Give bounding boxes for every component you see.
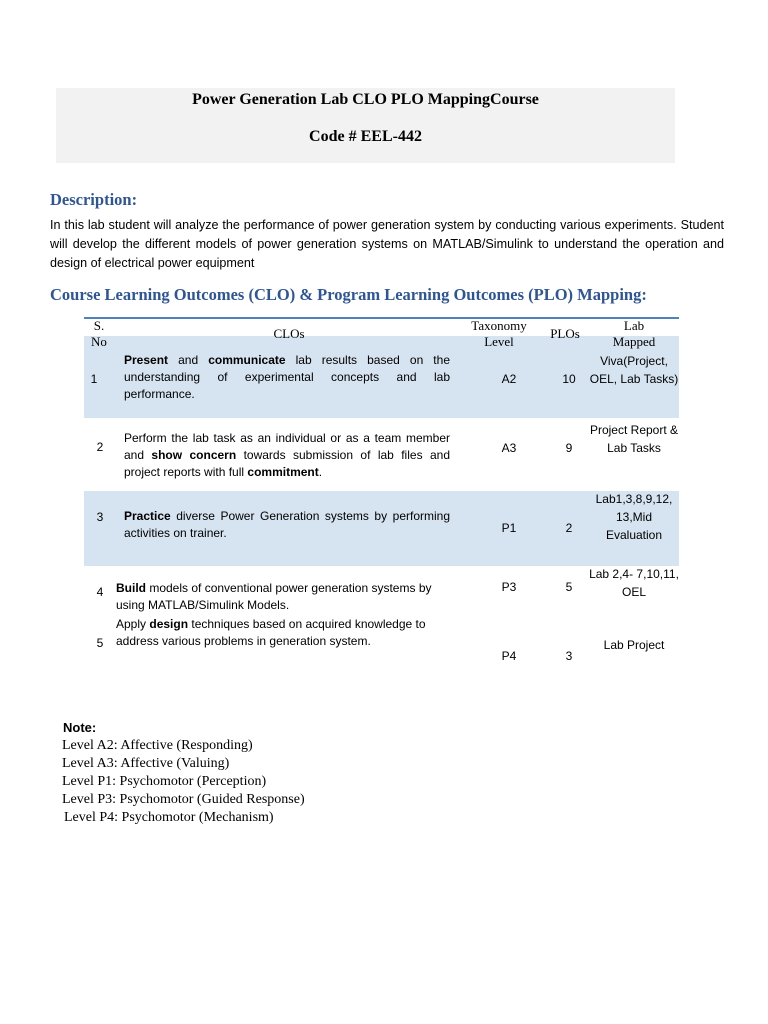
note-level-p3: Level P3: Psychomotor (Guided Response)	[62, 792, 305, 807]
note-level-p1: Level P1: Psychomotor (Perception)	[62, 774, 267, 789]
title-box	[56, 88, 675, 163]
row-3-clo: Practice diverse Power Generation systems by performing activities on trainer.	[124, 509, 450, 540]
row-3-plo: 2	[565, 521, 573, 535]
row-2-clo: Perform the lab task as an individual or as a team member and show concern towards submission of lab files and project reports with full commitment.	[124, 431, 450, 479]
document-title: Power Generation Lab CLO PLO MappingCourse	[192, 91, 539, 108]
row-2-lab: Project Report & Lab Tasks	[589, 423, 679, 455]
row-2-taxonomy: A3	[501, 441, 517, 455]
row-2-plo: 9	[565, 441, 573, 455]
header-plos: PLOs	[550, 326, 580, 341]
row-5-lab: Lab Project	[603, 638, 665, 652]
row-5-plo: 3	[565, 649, 573, 663]
row-1-sno: 1	[90, 372, 98, 386]
header-clos: CLOs	[273, 326, 305, 341]
row-5-sno: 5	[96, 636, 104, 650]
row-4-taxonomy: P3	[501, 580, 517, 594]
row-3-lab: Lab1,3,8,9,12, 13,Mid Evaluation	[595, 492, 673, 542]
row-5-clo: Apply design techniques based on acquired knowledge to address various problems in generation system.	[116, 617, 426, 648]
note-level-a2: Level A2: Affective (Responding)	[62, 738, 253, 753]
row-4-lab: Lab 2,4- 7,10,11, OEL	[589, 567, 679, 599]
row-3-sno: 3	[96, 510, 104, 524]
note-level-p4: Level P4: Psychomotor (Mechanism)	[64, 810, 274, 825]
row-4-sno: 4	[96, 585, 104, 599]
row-1-plo: 10	[562, 372, 576, 386]
row-2-sno: 2	[96, 440, 104, 454]
note-heading: Note:	[63, 720, 97, 735]
row-1-lab: Viva(Project, OEL, Lab Tasks)	[589, 354, 679, 386]
header-taxonomy: Taxonomy Level	[471, 318, 527, 349]
header-sno: S. No	[91, 318, 107, 349]
row-5-taxonomy: P4	[501, 649, 517, 663]
row-4-plo: 5	[565, 580, 573, 594]
clo-plo-heading: Course Learning Outcomes (CLO) & Program Learning Outcomes (PLO) Mapping:	[50, 285, 647, 304]
clo-plo-table	[84, 317, 679, 669]
row-3-taxonomy: P1	[501, 521, 517, 535]
row-4-clo: Build models of conventional power generation systems by using MATLAB/Simulink Models.	[116, 581, 432, 612]
note-level-a3: Level A3: Affective (Valuing)	[62, 756, 230, 771]
table-top-rule	[84, 317, 679, 319]
description-text: In this lab student will analyze the performance of power generation system by conducting various experiments. Student will develop the different models of power generation systems on MATLAB/Simulink to understand the operation and design of electrical power equipment	[50, 218, 724, 270]
header-lab-mapped: Lab Mapped	[612, 318, 656, 349]
description-heading: Description:	[50, 190, 138, 209]
row-1-taxonomy: A2	[501, 372, 517, 386]
course-code: Code # EEL-442	[309, 128, 422, 145]
row-1-clo: Present and communicate lab results based on the understanding of experimental concepts and lab performance.	[124, 353, 450, 401]
